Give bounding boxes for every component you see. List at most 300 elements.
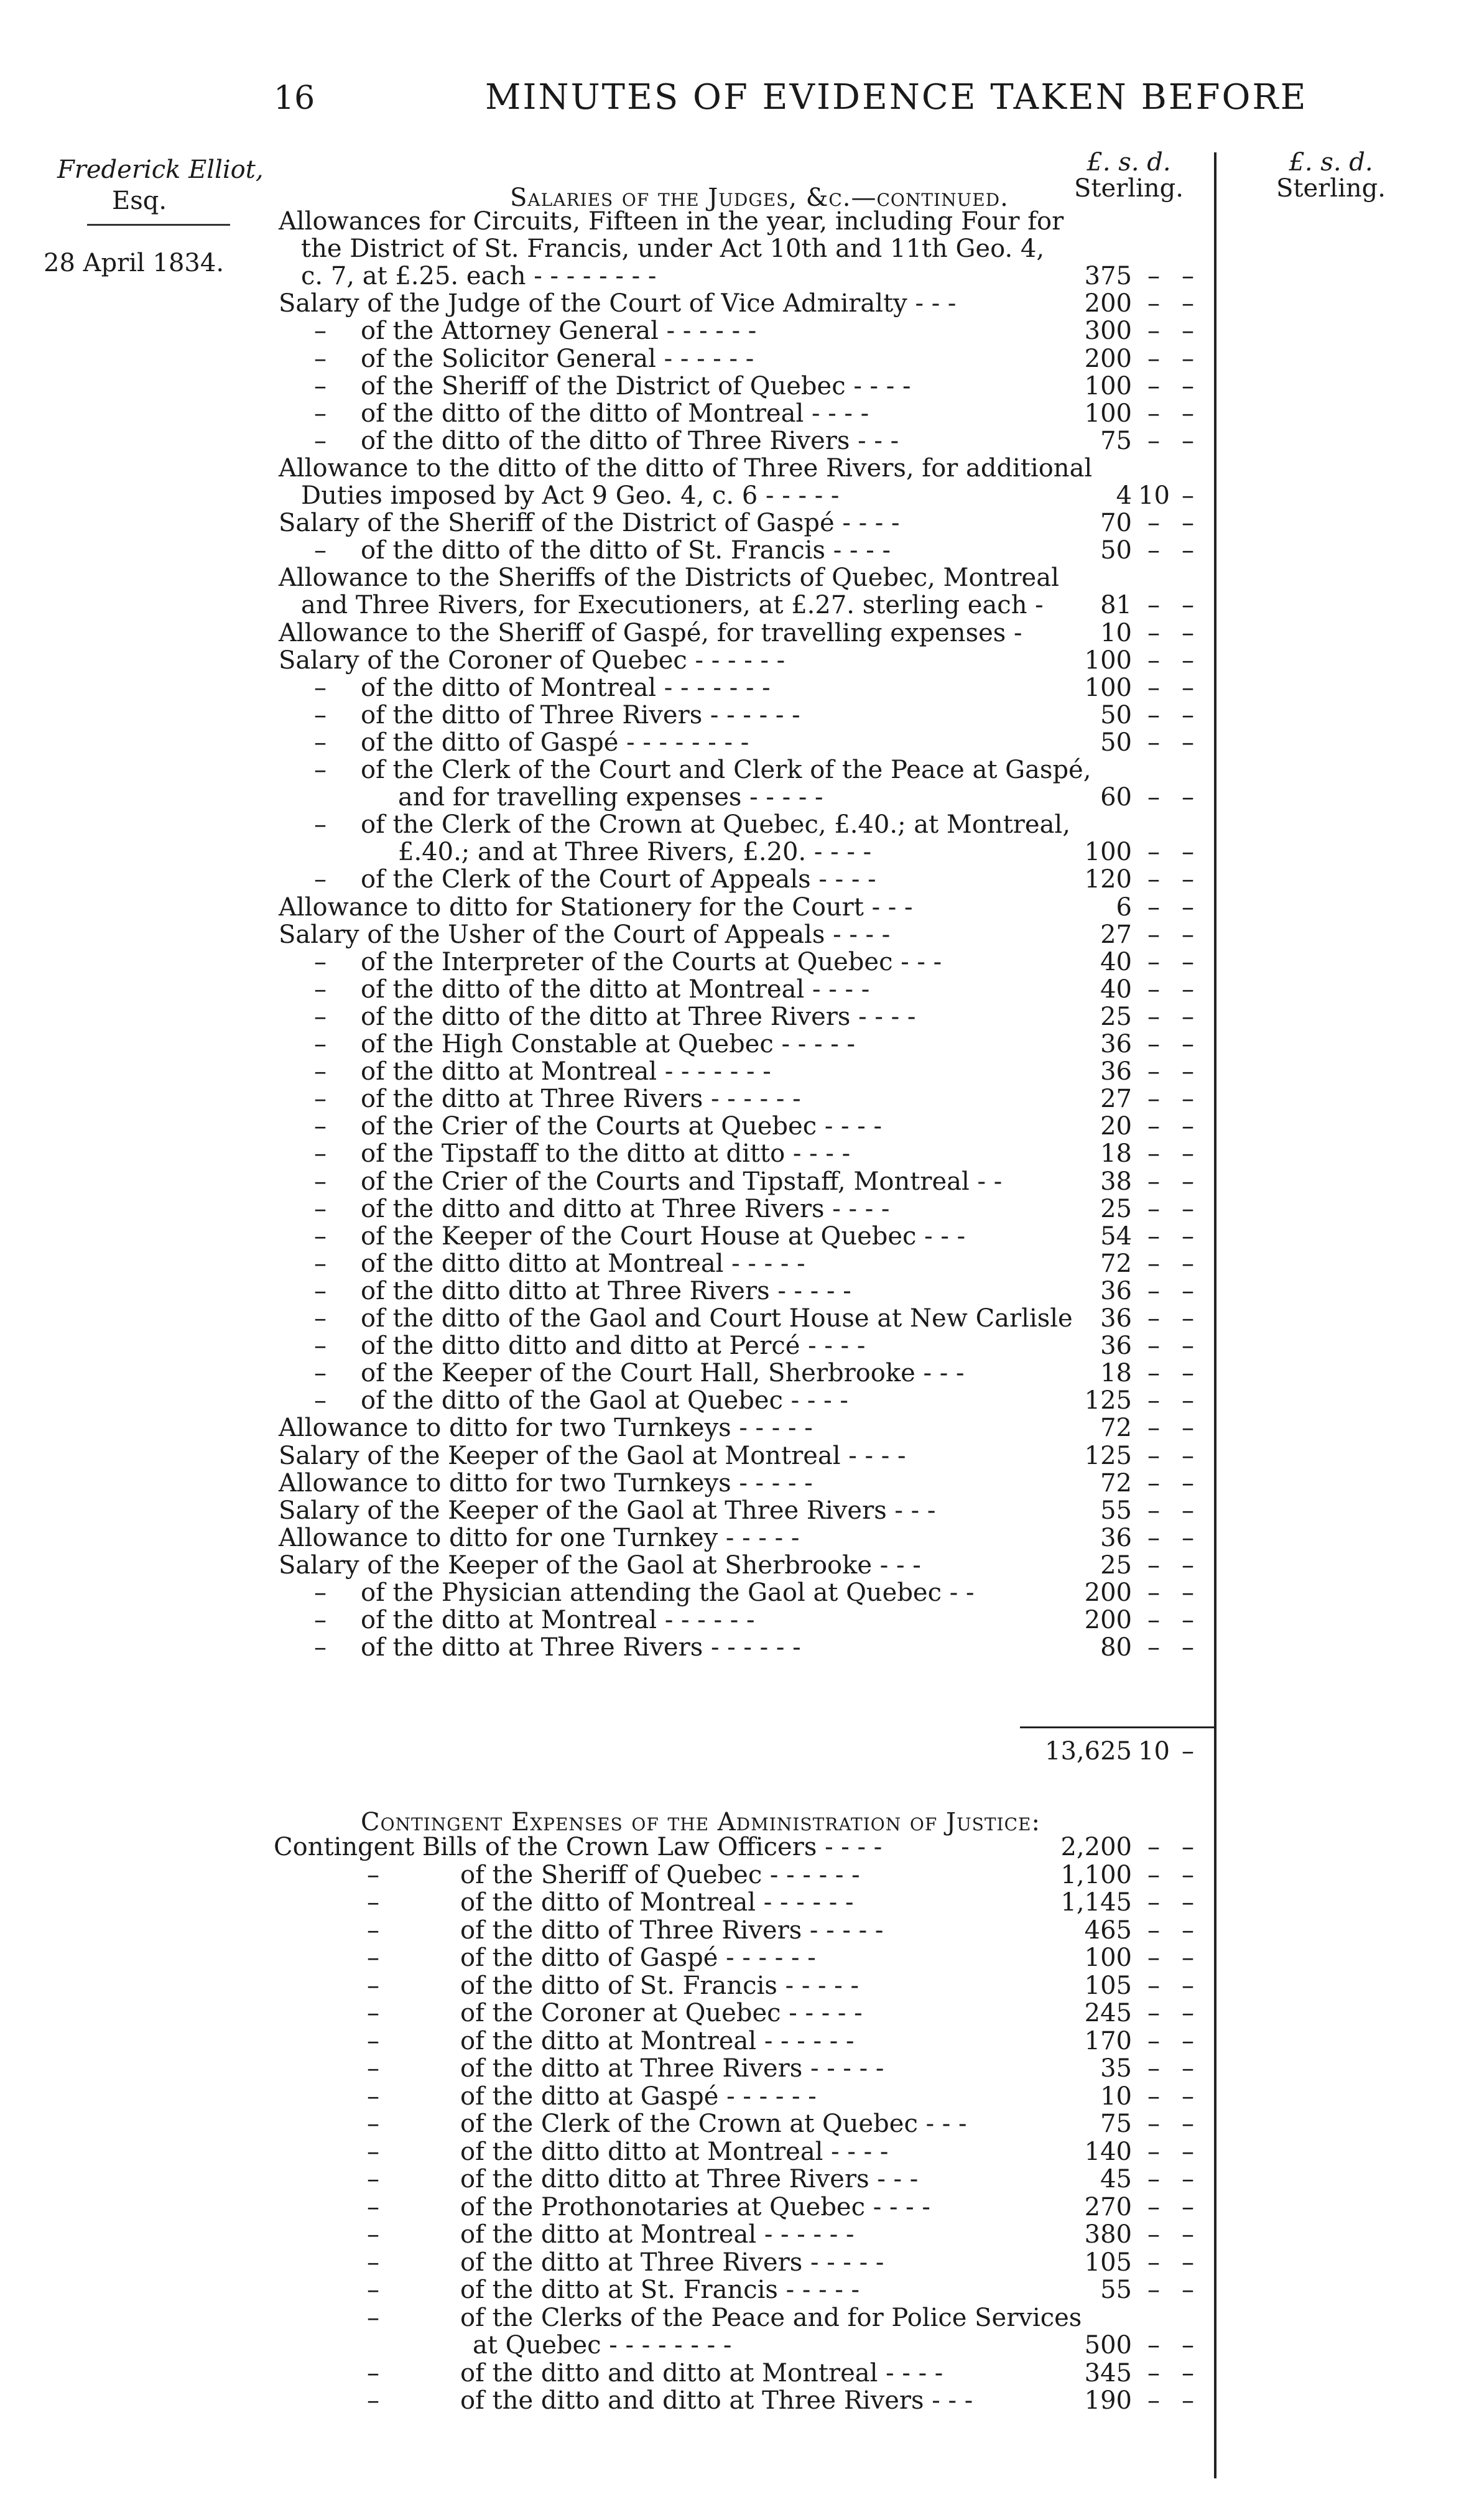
row-pounds: 54 [1100, 1221, 1132, 1251]
row-pounds: 27 [1100, 1085, 1132, 1114]
ditto-dash: – [314, 865, 327, 894]
row-pence: – [1182, 1860, 1194, 1889]
row-pounds: 36 [1100, 1523, 1132, 1552]
row-shillings: – [1147, 1441, 1160, 1470]
row-description: of the ditto of the Gaol and Court House at New Carlisle [361, 1304, 1073, 1333]
row-pounds: 200 [1084, 1578, 1132, 1607]
row-pence: – [1182, 1304, 1194, 1333]
row-pence: – [1182, 947, 1194, 976]
row-shillings: – [1147, 2054, 1160, 2083]
row-shillings: – [1147, 1971, 1160, 2000]
row-description: of the ditto of St. Francis - - - - - [460, 1971, 860, 2000]
row-pounds: 25 [1100, 1194, 1132, 1223]
page-number: 16 [274, 80, 315, 117]
row-pounds: 140 [1084, 2137, 1132, 2166]
row-pounds: 36 [1100, 1332, 1132, 1361]
row-shillings: – [1147, 920, 1160, 949]
row-description: Salary of the Keeper of the Gaol at Sherbrooke - - - [279, 1550, 921, 1580]
row-description: Salary of the Keeper of the Gaol at Three Rivers - - - [279, 1496, 936, 1525]
row-description: of the ditto and ditto at Montreal - - - - [460, 2358, 943, 2388]
row-shillings: – [1147, 1002, 1160, 1031]
running-head: MINUTES OF EVIDENCE TAKEN BEFORE [485, 77, 1308, 118]
row-description: of the ditto of the Gaol at Quebec - - - - [361, 1386, 848, 1415]
row-pounds: 190 [1084, 2386, 1132, 2415]
row-pence: – [1182, 1194, 1194, 1223]
row-pounds: 50 [1100, 536, 1132, 565]
ditto-dash: – [314, 1578, 327, 1607]
row-pounds: 20 [1100, 1112, 1132, 1141]
ditto-dash: – [314, 1304, 327, 1333]
row-description: of the ditto at Montreal - - - - - - [460, 2026, 855, 2055]
row-shillings: – [1147, 1057, 1160, 1086]
row-shillings: – [1147, 1414, 1160, 1443]
witness-name: Frederick Elliot, [57, 155, 264, 184]
row-shillings: – [1147, 1468, 1160, 1498]
row-shillings: – [1147, 2192, 1160, 2221]
row-pounds: 18 [1100, 1139, 1132, 1169]
column-1-units: £. s. d. [1087, 148, 1171, 177]
row-description: of the ditto at St. Francis - - - - - [460, 2276, 860, 2304]
ditto-dash: – [314, 1386, 327, 1415]
row-pounds: 81 [1100, 591, 1132, 620]
ditto-dash: – [314, 1085, 327, 1114]
row-shillings: – [1147, 1112, 1160, 1141]
row-shillings: 10 [1138, 481, 1170, 510]
ditto-dash: – [314, 371, 327, 401]
ditto-dash: – [367, 2054, 379, 2083]
ditto-dash: – [314, 1359, 327, 1388]
row-shillings: – [1147, 2386, 1160, 2415]
column-header-1 [1057, 149, 1200, 202]
row-shillings: – [1147, 2358, 1160, 2388]
row-shillings: – [1147, 591, 1160, 620]
row-shillings: – [1147, 1999, 1160, 2027]
row-pence: – [1182, 1221, 1194, 1251]
row-pounds: 72 [1100, 1249, 1132, 1278]
row-pounds: 36 [1100, 1276, 1132, 1305]
row-shillings: – [1147, 399, 1160, 428]
ditto-dash: – [367, 2137, 379, 2166]
ditto-dash: – [314, 1057, 327, 1086]
row-pounds: 38 [1100, 1167, 1132, 1196]
row-pence: – [1182, 1249, 1194, 1278]
row-pounds: 50 [1100, 700, 1132, 730]
row-description: Salary of the Judge of the Court of Vice Admiralty - - - [279, 289, 957, 318]
ditto-dash: – [314, 1606, 327, 1635]
row-shillings: – [1147, 2248, 1160, 2277]
row-shillings: – [1147, 262, 1160, 291]
row-pence: – [1182, 317, 1194, 346]
row-description: of the ditto of the ditto of Three Rivers - - - [361, 426, 899, 455]
row-pounds: 40 [1100, 975, 1132, 1004]
row-pence: – [1182, 2082, 1194, 2111]
row-pence: – [1182, 783, 1194, 812]
row-pence: – [1182, 646, 1194, 675]
row-shillings: – [1147, 1860, 1160, 1889]
row-description: Salary of the Usher of the Court of Appeals - - - - [279, 920, 891, 949]
row-shillings: – [1147, 1332, 1160, 1361]
row-description: of the ditto at Three Rivers - - - - - - [361, 1633, 801, 1662]
row-pence: – [1182, 2054, 1194, 2083]
row-description: of the Solicitor General - - - - - - [361, 344, 754, 373]
row-pounds: 100 [1084, 371, 1132, 401]
row-pounds: 10 [1100, 618, 1132, 647]
row-pounds: 105 [1084, 2248, 1132, 2277]
row-description: and Three Rivers, for Executioners, at £.27. sterling each - [301, 591, 1044, 620]
row-pounds: 125 [1084, 1441, 1132, 1470]
row-pence: – [1182, 1496, 1194, 1525]
ditto-dash: – [367, 2358, 379, 2388]
row-pounds: 500 [1084, 2331, 1132, 2360]
row-shillings: – [1147, 1304, 1160, 1333]
row-shillings: – [1147, 700, 1160, 730]
row-pounds: 25 [1100, 1550, 1132, 1580]
row-pounds: 6 [1116, 892, 1132, 922]
ditto-dash: – [314, 399, 327, 428]
row-pence: – [1182, 920, 1194, 949]
row-shillings: – [1147, 317, 1160, 346]
row-shillings: – [1147, 947, 1160, 976]
row-shillings: – [1147, 2331, 1160, 2360]
row-description: of the ditto of the ditto at Montreal - - - - [361, 975, 870, 1004]
ditto-dash: – [367, 2110, 379, 2138]
row-pounds: 200 [1084, 289, 1132, 318]
row-pence: – [1182, 536, 1194, 565]
row-pounds: 45 [1100, 2165, 1132, 2193]
row-pence: – [1182, 1139, 1194, 1169]
row-pence: – [1182, 2137, 1194, 2166]
row-description: of the ditto ditto and ditto at Percé - - - - [361, 1332, 866, 1361]
row-shillings: – [1147, 975, 1160, 1004]
row-shillings: – [1147, 509, 1160, 538]
row-pounds: 100 [1084, 838, 1132, 867]
row-pence: – [1182, 1085, 1194, 1114]
ditto-dash: – [314, 1249, 327, 1278]
row-description: £.40.; and at Three Rivers, £.20. - - - - [398, 838, 872, 867]
row-description: Salary of the Sheriff of the District of Gaspé - - - - [279, 509, 900, 538]
ditto-dash: – [314, 810, 327, 840]
row-pounds: 170 [1084, 2026, 1132, 2055]
row-description: of the ditto and ditto at Three Rivers - - - [460, 2386, 973, 2415]
row-pence: – [1182, 2386, 1194, 2415]
row-description: of the ditto ditto at Three Rivers - - - [460, 2165, 919, 2193]
row-pounds: 10 [1100, 2082, 1132, 2111]
row-pence: – [1182, 1414, 1194, 1443]
column-header-2 [1250, 149, 1412, 202]
row-pounds: 36 [1100, 1030, 1132, 1058]
row-shillings: – [1147, 1194, 1160, 1223]
ditto-dash: – [367, 2082, 379, 2111]
ditto-dash: – [367, 2192, 379, 2221]
row-pence: – [1182, 865, 1194, 894]
row-pence: – [1182, 509, 1194, 538]
row-description: Allowances for Circuits, Fifteen in the year, including Four for [279, 207, 1064, 236]
ditto-dash: – [314, 1167, 327, 1196]
row-description: Allowance to ditto for two Turnkeys - - - - - [279, 1468, 813, 1498]
row-description: at Quebec - - - - - - - - [473, 2331, 732, 2360]
row-description: of the ditto at Montreal - - - - - - [361, 1606, 755, 1635]
row-pence: – [1182, 2358, 1194, 2388]
row-description: of the ditto of Gaspé - - - - - - - - [361, 728, 749, 757]
row-description: of the Keeper of the Court House at Quebec - - - [361, 1221, 966, 1251]
row-shillings: – [1147, 2082, 1160, 2111]
row-description: Allowance to ditto for one Turnkey - - - - - [279, 1523, 800, 1552]
row-pence: – [1182, 618, 1194, 647]
row-pence: – [1182, 1833, 1194, 1861]
row-pence: – [1182, 1633, 1194, 1662]
section-1-heading: Salaries of the Judges, &c.—continued. [510, 183, 1009, 212]
row-pence: – [1182, 2276, 1194, 2304]
row-pounds: 375 [1084, 262, 1132, 291]
row-shillings: – [1147, 2026, 1160, 2055]
row-description: of the Keeper of the Court Hall, Sherbrooke - - - [361, 1359, 965, 1388]
row-shillings: – [1147, 1833, 1160, 1861]
row-pence: – [1182, 1888, 1194, 1917]
row-pounds: 80 [1100, 1633, 1132, 1662]
row-pounds: 27 [1100, 920, 1132, 949]
row-description: of the Clerk of the Court and Clerk of the Peace at Gaspé, [361, 756, 1091, 784]
row-description: of the Coroner at Quebec - - - - - [460, 1999, 863, 2027]
row-pence: – [1182, 2220, 1194, 2249]
row-shillings: – [1147, 1523, 1160, 1552]
ditto-dash: – [367, 2220, 379, 2249]
row-shillings: – [1147, 371, 1160, 401]
row-shillings: – [1147, 2220, 1160, 2249]
row-description: of the ditto and ditto at Three Rivers - - - - [361, 1194, 890, 1223]
row-description: and for travelling expenses - - - - - [398, 783, 823, 812]
row-shillings: – [1147, 289, 1160, 318]
row-shillings: – [1147, 1276, 1160, 1305]
ditto-dash: – [367, 1860, 379, 1889]
row-pence: – [1182, 673, 1194, 702]
row-pence: – [1182, 1971, 1194, 2000]
row-pounds: 55 [1100, 2276, 1132, 2304]
ditto-dash: – [314, 1332, 327, 1361]
row-shillings: – [1147, 536, 1160, 565]
column-2-units: £. s. d. [1289, 148, 1373, 177]
row-pounds: 380 [1084, 2220, 1132, 2249]
row-pounds: 70 [1100, 509, 1132, 538]
row-pounds: 36 [1100, 1304, 1132, 1333]
row-shillings: – [1147, 1578, 1160, 1607]
row-pounds: 100 [1084, 1943, 1132, 1972]
margin-divider [87, 224, 230, 226]
row-shillings: – [1147, 1139, 1160, 1169]
row-description: of the Sheriff of Quebec - - - - - - [460, 1860, 860, 1889]
row-shillings: – [1147, 1888, 1160, 1917]
row-description: of the ditto of Montreal - - - - - - [460, 1888, 854, 1917]
row-pounds: 105 [1084, 1971, 1132, 2000]
row-pence: – [1182, 700, 1194, 730]
row-description: Salary of the Keeper of the Gaol at Montreal - - - - [279, 1441, 906, 1470]
row-description: Allowance to the Sheriff of Gaspé, for travelling expenses - [279, 618, 1022, 647]
row-description: of the ditto ditto at Three Rivers - - - - - [361, 1276, 851, 1305]
row-pounds: 200 [1084, 1606, 1132, 1635]
row-pence: – [1182, 371, 1194, 401]
ditto-dash: – [314, 700, 327, 730]
row-pence: – [1182, 2331, 1194, 2360]
row-description: of the Tipstaff to the ditto at ditto - - - - [361, 1139, 851, 1169]
row-pence: – [1182, 1002, 1194, 1031]
row-pence: – [1182, 975, 1194, 1004]
row-pence: – [1182, 728, 1194, 757]
row-description: of the High Constable at Quebec - - - - - [361, 1030, 855, 1058]
row-pence: – [1182, 1332, 1194, 1361]
row-pence: – [1182, 591, 1194, 620]
row-pounds: 120 [1084, 865, 1132, 894]
row-shillings: – [1147, 2110, 1160, 2138]
row-shillings: – [1147, 865, 1160, 894]
row-pounds: 300 [1084, 317, 1132, 346]
row-shillings: – [1147, 618, 1160, 647]
row-shillings: – [1147, 2276, 1160, 2304]
row-pence: – [1182, 1386, 1194, 1415]
ditto-dash: – [314, 728, 327, 757]
row-pounds: 18 [1100, 1359, 1132, 1388]
row-pounds: 60 [1100, 783, 1132, 812]
row-description: Allowance to ditto for two Turnkeys - - - - - [279, 1414, 813, 1443]
row-shillings: – [1147, 1943, 1160, 1972]
row-description: of the ditto at Three Rivers - - - - - [460, 2054, 884, 2083]
ditto-dash: – [314, 975, 327, 1004]
row-description: of the ditto of the ditto at Three Rivers - - - - [361, 1002, 916, 1031]
row-shillings: – [1147, 1167, 1160, 1196]
row-pounds: 55 [1100, 1496, 1132, 1525]
row-pence: – [1182, 399, 1194, 428]
column-2-label: Sterling. [1276, 174, 1386, 203]
row-shillings: – [1147, 892, 1160, 922]
row-shillings: – [1147, 1359, 1160, 1388]
row-shillings: – [1147, 1030, 1160, 1058]
row-pence: – [1182, 1468, 1194, 1498]
row-shillings: – [1147, 1249, 1160, 1278]
row-pence: – [1182, 1167, 1194, 1196]
row-pounds: 72 [1100, 1468, 1132, 1498]
row-pounds: 4 [1116, 481, 1132, 510]
column-1-label: Sterling. [1074, 174, 1184, 203]
row-shillings: – [1147, 2137, 1160, 2166]
row-description: Contingent Bills of the Crown Law Officers - - - - [274, 1833, 883, 1861]
row-description: of the ditto at Three Rivers - - - - - - [361, 1085, 801, 1114]
row-description: of the Interpreter of the Courts at Quebec - - - [361, 947, 942, 976]
total-rule [1020, 1726, 1215, 1728]
row-pence: – [1182, 426, 1194, 455]
row-description: of the Prothonotaries at Quebec - - - - [460, 2192, 930, 2221]
ditto-dash: – [367, 1888, 379, 1917]
section-1-total-pounds: 13,625 [1045, 1737, 1132, 1766]
ditto-dash: – [367, 2276, 379, 2304]
row-shillings: – [1147, 673, 1160, 702]
row-pence: – [1182, 1441, 1194, 1470]
ditto-dash: – [367, 2165, 379, 2193]
row-description: of the ditto of Three Rivers - - - - - - [361, 700, 800, 730]
row-description: of the ditto at Gaspé - - - - - - [460, 2082, 817, 2111]
row-pence: – [1182, 1523, 1194, 1552]
row-description: Allowance to ditto for Stationery for the Court - - - [279, 892, 913, 922]
section-1-total-pence: – [1182, 1737, 1194, 1766]
row-pence: – [1182, 481, 1194, 510]
row-description: of the ditto ditto at Montreal - - - - [460, 2137, 889, 2166]
ditto-dash: – [314, 756, 327, 784]
row-shillings: – [1147, 1496, 1160, 1525]
ditto-dash: – [367, 1971, 379, 2000]
row-pence: – [1182, 2165, 1194, 2193]
row-shillings: – [1147, 1085, 1160, 1114]
ditto-dash: – [314, 536, 327, 565]
row-pounds: 75 [1100, 2110, 1132, 2138]
ditto-dash: – [367, 1999, 379, 2027]
row-pence: – [1182, 1999, 1194, 2027]
row-description: of the ditto at Montreal - - - - - - [460, 2220, 855, 2249]
row-pounds: 100 [1084, 646, 1132, 675]
row-shillings: – [1147, 783, 1160, 812]
row-description: of the Attorney General - - - - - - [361, 317, 757, 346]
row-description: of the ditto at Montreal - - - - - - - [361, 1057, 771, 1086]
row-shillings: – [1147, 646, 1160, 675]
ditto-dash: – [314, 1221, 327, 1251]
ditto-dash: – [367, 1943, 379, 1972]
row-pounds: 72 [1100, 1414, 1132, 1443]
ditto-dash: – [314, 1139, 327, 1169]
row-pence: – [1182, 892, 1194, 922]
row-pounds: 125 [1084, 1386, 1132, 1415]
row-description: Allowance to the ditto of the ditto of Three Rivers, for additional [279, 453, 1093, 483]
row-shillings: – [1147, 728, 1160, 757]
row-pence: – [1182, 2026, 1194, 2055]
row-pounds: 465 [1084, 1915, 1132, 1945]
row-description: of the Sheriff of the District of Quebec - - - - [361, 371, 911, 401]
row-description: the District of St. Francis, under Act 10th and 11th Geo. 4, [301, 234, 1045, 264]
ditto-dash: – [314, 1030, 327, 1058]
row-pence: – [1182, 1915, 1194, 1945]
row-pounds: 200 [1084, 344, 1132, 373]
ditto-dash: – [367, 2248, 379, 2277]
row-pence: – [1182, 1030, 1194, 1058]
row-description: Duties imposed by Act 9 Geo. 4, c. 6 - - - - - [301, 481, 840, 510]
row-description: of the Clerks of the Peace and for Police Services [460, 2303, 1082, 2332]
row-pence: – [1182, 262, 1194, 291]
row-pence: – [1182, 838, 1194, 867]
ditto-dash: – [367, 2026, 379, 2055]
row-pounds: 50 [1100, 728, 1132, 757]
row-description: Salary of the Coroner of Quebec - - - - - - [279, 646, 785, 675]
row-description: of the Crier of the Courts and Tipstaff, Montreal - - [361, 1167, 1003, 1196]
row-description: c. 7, at £.25. each - - - - - - - - [301, 262, 657, 291]
row-pounds: 35 [1100, 2054, 1132, 2083]
ditto-dash: – [314, 1112, 327, 1141]
row-shillings: – [1147, 838, 1160, 867]
row-shillings: – [1147, 344, 1160, 373]
row-description: of the ditto of Montreal - - - - - - - [361, 673, 771, 702]
row-pounds: 36 [1100, 1057, 1132, 1086]
row-shillings: – [1147, 1915, 1160, 1945]
row-description: of the ditto of Gaspé - - - - - - [460, 1943, 816, 1972]
row-shillings: – [1147, 1386, 1160, 1415]
row-pence: – [1182, 1112, 1194, 1141]
ditto-dash: – [314, 947, 327, 976]
row-pounds: 345 [1084, 2358, 1132, 2388]
row-shillings: – [1147, 1550, 1160, 1580]
row-pence: – [1182, 2110, 1194, 2138]
ditto-dash: – [314, 317, 327, 346]
ditto-dash: – [314, 1002, 327, 1031]
row-pence: – [1182, 289, 1194, 318]
row-description: of the Crier of the Courts at Quebec - - - - [361, 1112, 883, 1141]
row-shillings: – [1147, 2165, 1160, 2193]
ditto-dash: – [314, 344, 327, 373]
row-pence: – [1182, 2248, 1194, 2277]
row-pounds: 1,145 [1060, 1888, 1132, 1917]
